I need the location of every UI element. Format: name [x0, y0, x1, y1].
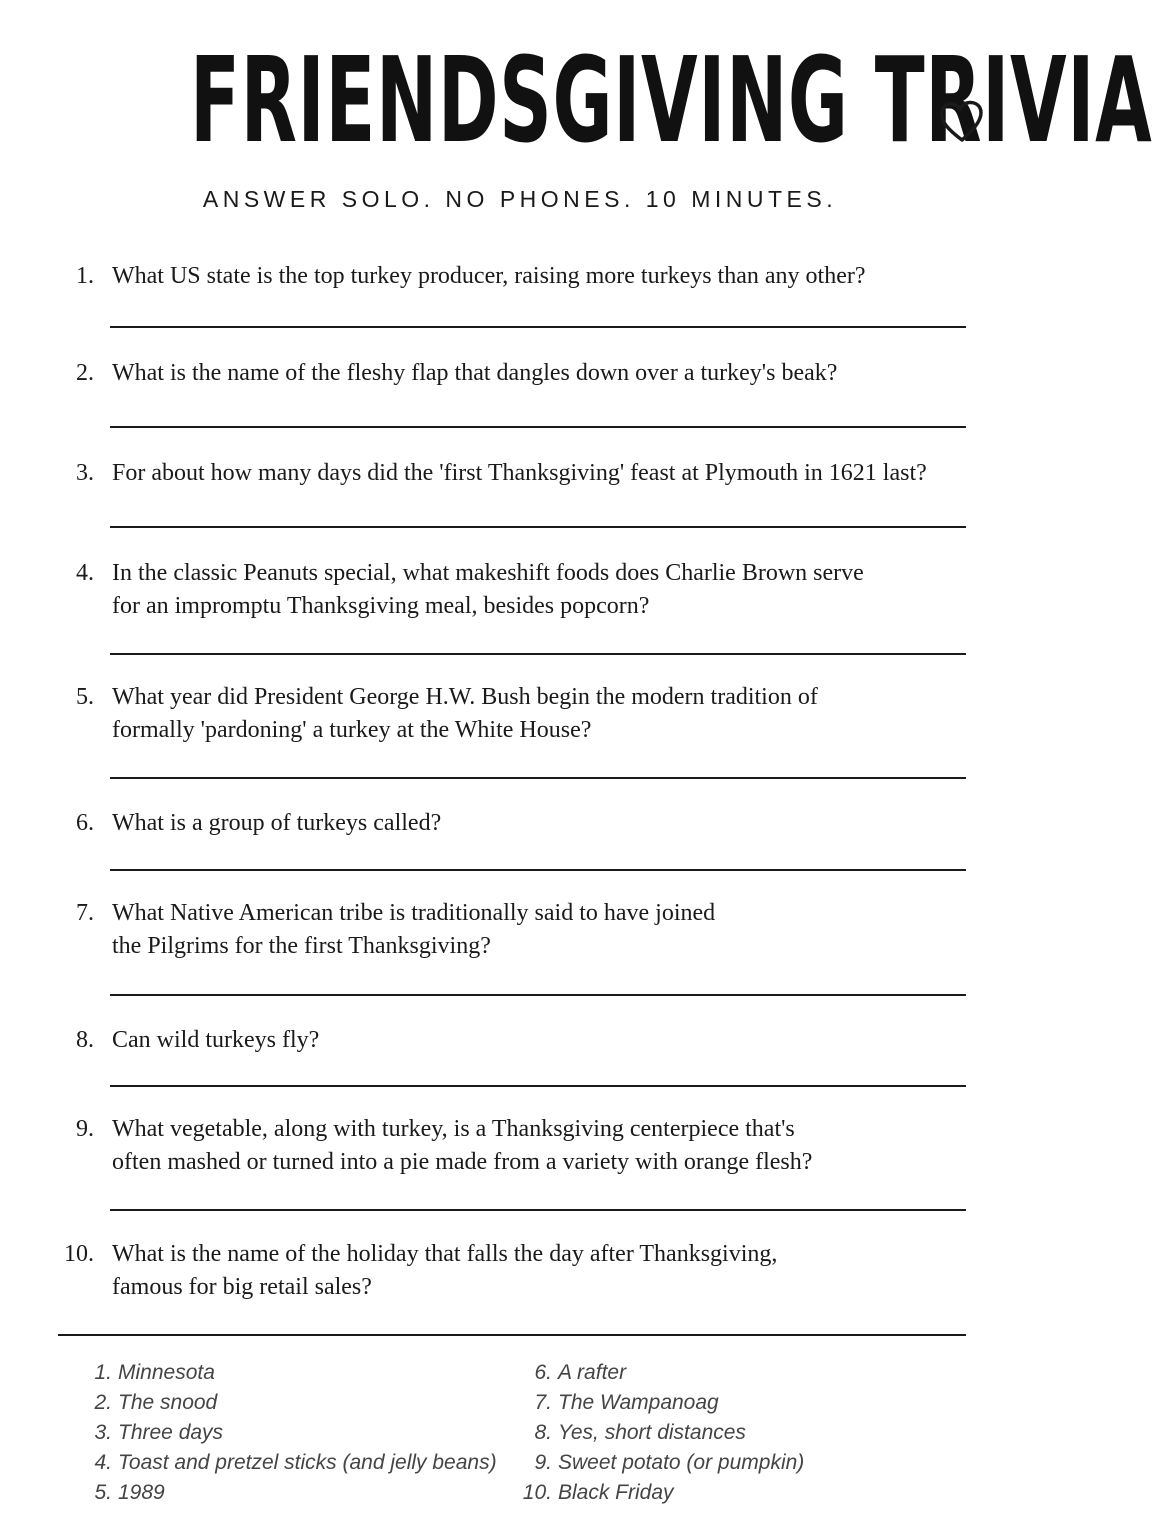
answer-key-number: 4.	[94, 1451, 112, 1474]
answer-key-text: The Wampanoag	[558, 1391, 719, 1414]
question-text: What US state is the top turkey producer, raising more turkeys than any other?	[112, 263, 866, 289]
page-title: FRIENDSGIVING TRIVIA	[190, 31, 1152, 169]
answer-key-item	[510, 1478, 804, 1508]
answer-key-item	[76, 1478, 497, 1508]
answer-key-divider	[58, 1334, 966, 1336]
question-text	[112, 1113, 992, 1179]
answer-blank[interactable]	[110, 526, 966, 528]
question-text-line: famous for big retail sales?	[112, 1274, 372, 1300]
answer-key-item	[76, 1358, 497, 1388]
question-number: 8.	[76, 1027, 94, 1053]
answer-key-number: 10.	[522, 1481, 552, 1504]
question-text-line: the Pilgrims for the first Thanksgiving?	[112, 933, 491, 959]
question-number: 4.	[76, 560, 94, 586]
question-text-line: What is the name of the holiday that falls the day after Thanksgiving,	[112, 1241, 778, 1267]
answer-key-text: Minnesota	[118, 1361, 215, 1384]
heart-outline-icon	[936, 96, 988, 148]
question-text-line: What year did President George H.W. Bush begin the modern tradition of	[112, 684, 818, 710]
answer-key-item	[76, 1388, 497, 1418]
answer-blank[interactable]	[110, 994, 966, 996]
question-text-line: What Native American tribe is traditionally said to have joined	[112, 900, 716, 926]
answer-key-item	[76, 1418, 497, 1448]
question-text	[112, 1238, 992, 1304]
question-number: 2.	[76, 360, 94, 386]
answer-key-text: Three days	[118, 1421, 224, 1444]
question-text: What is a group of turkeys called?	[112, 810, 442, 836]
answer-blank[interactable]	[110, 777, 966, 779]
question-text-line: formally 'pardoning' a turkey at the White House?	[112, 717, 592, 743]
answer-key-text: Sweet potato (or pumpkin)	[558, 1451, 805, 1474]
answer-key-number: 8.	[534, 1421, 552, 1444]
answer-blank[interactable]	[110, 1209, 966, 1211]
answer-key-number: 9.	[534, 1451, 552, 1474]
answer-key-item	[510, 1358, 804, 1388]
answer-key-text: Yes, short distances	[558, 1421, 746, 1444]
question-text	[112, 557, 992, 623]
answer-blank[interactable]	[110, 426, 966, 428]
answer-key-number: 7.	[534, 1391, 552, 1414]
question-number: 1.	[76, 263, 94, 289]
question-number: 6.	[76, 810, 94, 836]
question-text-line: for an impromptu Thanksgiving meal, besides popcorn?	[112, 593, 650, 619]
question-number: 5.	[76, 684, 94, 710]
answer-key-text: A rafter	[558, 1361, 627, 1384]
answer-key-item	[510, 1448, 804, 1478]
answer-key-item	[510, 1388, 804, 1418]
answer-key-text: The snood	[118, 1391, 218, 1414]
answer-key-number: 5.	[94, 1481, 112, 1504]
question-text-line: often mashed or turned into a pie made from a variety with orange flesh?	[112, 1149, 813, 1175]
question-text: For about how many days did the 'first Thanksgiving' feast at Plymouth in 1621 last?	[112, 460, 927, 486]
question-text: Can wild turkeys fly?	[112, 1027, 320, 1053]
answer-key-column-left	[76, 1358, 497, 1508]
answer-key-number: 2.	[94, 1391, 112, 1414]
answer-blank[interactable]	[110, 326, 966, 328]
answer-key-number: 6.	[534, 1361, 552, 1384]
question-text: What is the name of the fleshy flap that dangles down over a turkey's beak?	[112, 360, 838, 386]
instructions-subtitle: ANSWER SOLO. NO PHONES. 10 MINUTES.	[202, 186, 838, 212]
answer-key-number: 1.	[94, 1361, 112, 1384]
answer-blank[interactable]	[110, 1085, 966, 1087]
question-number: 9.	[76, 1116, 94, 1142]
question-text-line: In the classic Peanuts special, what makeshift foods does Charlie Brown serve	[112, 560, 864, 586]
answer-blank[interactable]	[110, 869, 966, 871]
answer-key-text: 1989	[118, 1481, 165, 1504]
answer-key-number: 3.	[94, 1421, 112, 1444]
question-number: 10.	[64, 1241, 94, 1267]
answer-blank[interactable]	[110, 653, 966, 655]
question-number: 3.	[76, 460, 94, 486]
answer-key-item	[76, 1448, 497, 1478]
question-text-line: What vegetable, along with turkey, is a Thanksgiving centerpiece that's	[112, 1116, 795, 1142]
answer-key-text: Toast and pretzel sticks (and jelly beans)	[118, 1451, 497, 1474]
question-text	[112, 681, 992, 747]
question-number: 7.	[76, 900, 94, 926]
question-text	[112, 897, 992, 963]
answer-key-text: Black Friday	[558, 1481, 674, 1504]
answer-key-item	[510, 1418, 804, 1448]
answer-key-column-right	[510, 1358, 804, 1508]
